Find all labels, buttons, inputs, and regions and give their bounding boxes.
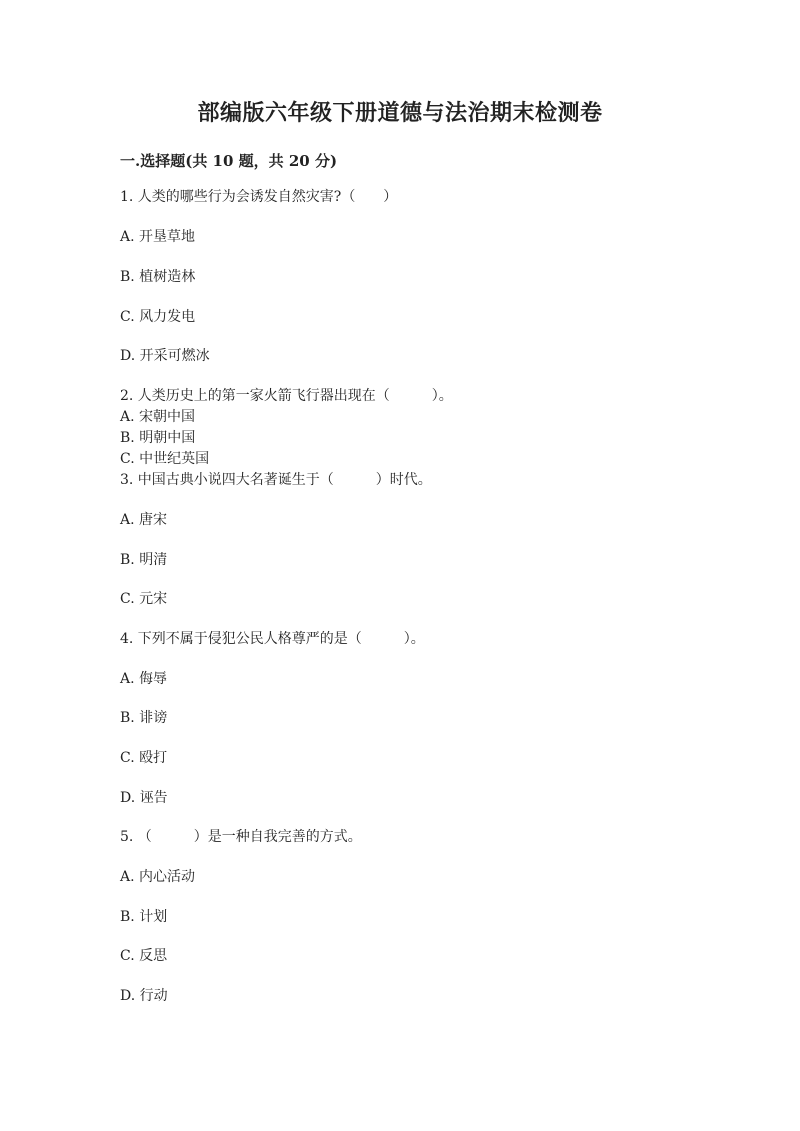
section-heading: 一.选择题(共 10 题，共 20 分) [120, 152, 338, 170]
question-4-option-c: C. 殴打 [120, 750, 168, 766]
question-5-stem: 5. （ ）是一种自我完善的方式。 [120, 829, 362, 845]
question-2-stem: 2. 人类历史上的第一家火箭飞行器出现在（ ）。 [120, 388, 453, 404]
page-title: 部编版六年级下册道德与法治期末检测卷 [197, 100, 603, 126]
question-5-option-c: C. 反思 [120, 948, 168, 964]
question-1-option-b: B. 植树造林 [120, 269, 196, 285]
question-3-option-c: C. 元宋 [120, 591, 168, 607]
question-3-option-b: B. 明清 [120, 552, 168, 568]
question-2-option-b: B. 明朝中国 [120, 430, 196, 446]
question-4-option-b: B. 诽谤 [120, 710, 168, 726]
question-5-option-d: D. 行动 [120, 988, 168, 1004]
question-2-option-a: A. 宋朝中国 [120, 409, 196, 425]
question-1-stem: 1. 人类的哪些行为会诱发自然灾害?（ ） [120, 189, 398, 205]
question-4-option-a: A. 侮辱 [120, 671, 168, 687]
question-4-option-d: D. 诬告 [120, 790, 168, 806]
question-3-stem: 3. 中国古典小说四大名著诞生于（ ）时代。 [120, 472, 432, 488]
question-2-option-c: C. 中世纪英国 [120, 451, 210, 467]
question-3-option-a: A. 唐宋 [120, 512, 168, 528]
question-5-option-a: A. 内心活动 [120, 869, 196, 885]
question-1-option-c: C. 风力发电 [120, 309, 196, 325]
question-4-stem: 4. 下列不属于侵犯公民人格尊严的是（ ）。 [120, 631, 425, 647]
question-5-option-b: B. 计划 [120, 909, 168, 925]
question-1-option-d: D. 开采可燃冰 [120, 348, 210, 364]
question-1-option-a: A. 开垦草地 [120, 229, 196, 245]
